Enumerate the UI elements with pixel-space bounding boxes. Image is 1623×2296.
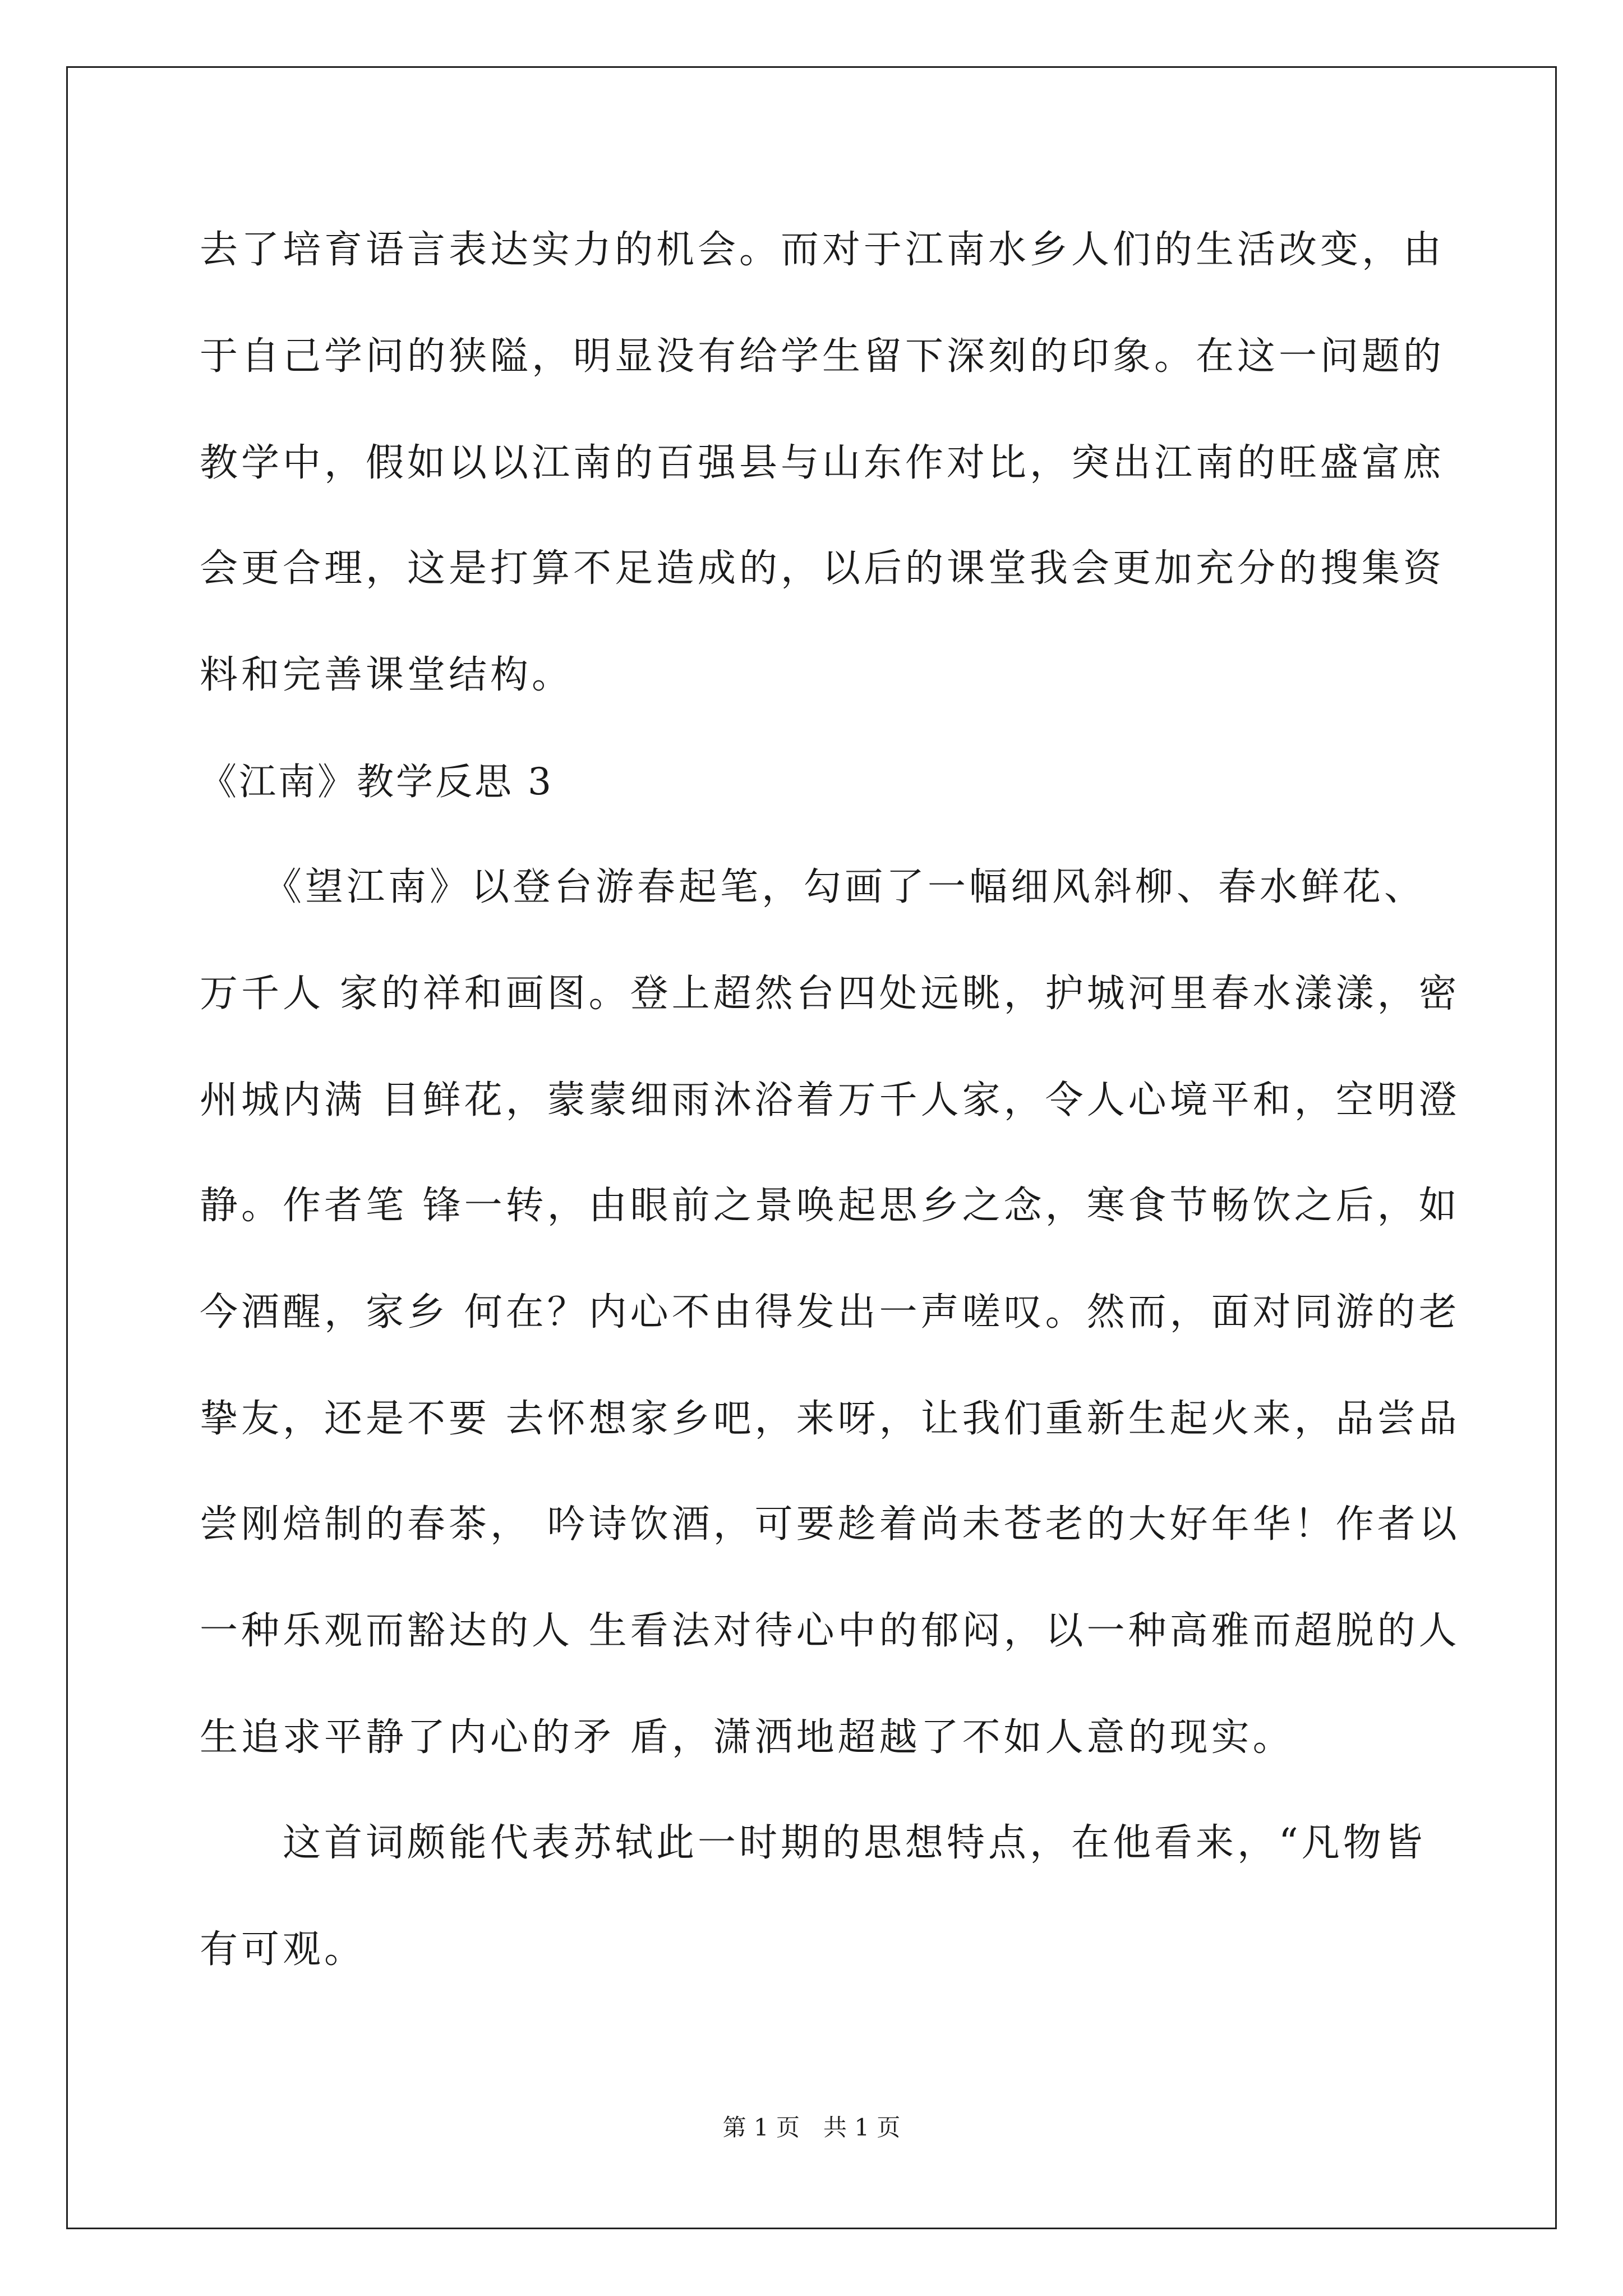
body-text-line: 尝刚焙制的春茶， 吟诗饮酒，可要趁着尚未苍老的大好年华！作者以	[200, 1502, 1460, 1547]
body-text-line: 静。作者笔 锋一转，由眼前之景唤起思乡之念，寒食节畅饮之后，如	[200, 1184, 1460, 1228]
body-text-line: 会更合理，这是打算不足造成的，以后的课堂我会更加充分的搜集资	[200, 546, 1445, 591]
body-text-line: 《望江南》以登台游春起笔，勾画了一幅细风斜柳、春水鲜花、	[200, 865, 1426, 909]
body-text-line: 教学中，假如以以江南的百强县与山东作对比，突出江南的旺盛富庶	[200, 441, 1445, 485]
body-text-line: 去了培育语言表达实力的机会。而对于江南水乡人们的生活改变，由	[200, 228, 1445, 272]
body-text-line: 州城内满 目鲜花，蒙蒙细雨沐浴着万千人家，令人心境平和，空明澄	[200, 1078, 1460, 1122]
body-text-line: 生追求平静了内心的矛 盾，潇洒地超越了不如人意的现实。	[200, 1715, 1294, 1760]
body-text-line: 料和完善课堂结构。	[200, 653, 574, 697]
body-text-line: 今酒醒，家乡 何在？内心不由得发出一声嗟叹。然而，面对同游的老	[200, 1290, 1460, 1335]
body-text-line: 万千人 家的祥和画图。登上超然台四处远眺，护城河里春水漾漾，密	[200, 972, 1460, 1016]
section-heading: 《江南》教学反思 3	[200, 760, 554, 803]
page-border	[66, 66, 1557, 2229]
body-text-line: 这首词颇能代表苏轼此一时期的思想特点，在他看来，“凡物皆	[200, 1821, 1426, 1865]
body-text-line: 于自己学问的狭隘，明显没有给学生留下深刻的印象。在这一问题的	[200, 334, 1445, 379]
body-text-line: 一种乐观而豁达的人 生看法对待心中的郁闷，以一种高雅而超脱的人	[200, 1609, 1460, 1653]
body-text-line: 挚友，还是不要 去怀想家乡吧，来呀，让我们重新生起火来，品尝品	[200, 1397, 1460, 1441]
body-text-line: 有可观。	[200, 1927, 366, 1972]
page-footer: 第 1 页 共 1 页	[722, 2114, 901, 2141]
